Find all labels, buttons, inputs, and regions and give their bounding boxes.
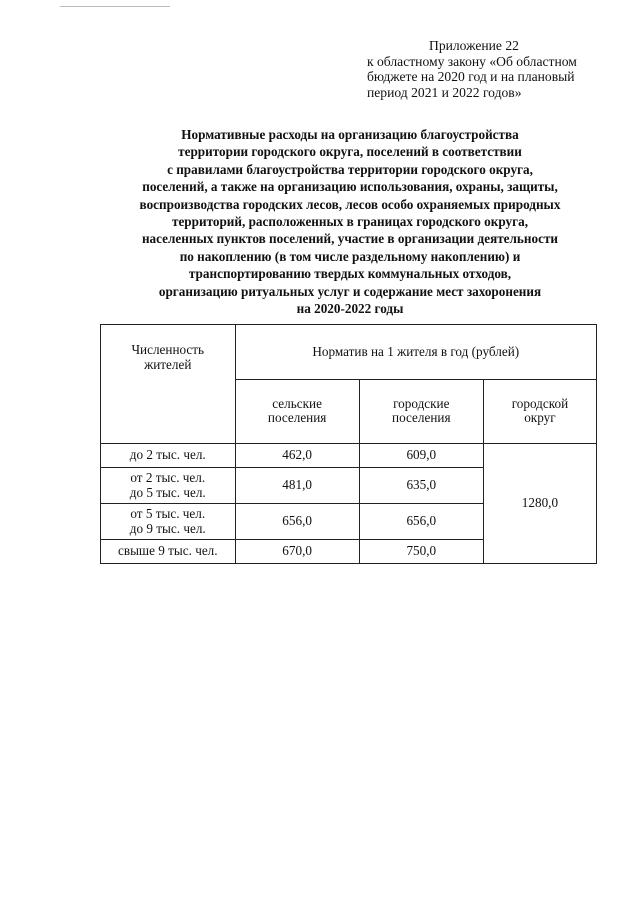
header-urban-line: поселения [392,410,451,426]
rural-cell: 462,0 [235,444,359,468]
appendix-line: период 2021 и 2022 годов» [367,84,522,100]
rural-cell: 656,0 [235,504,359,540]
appendix-header [367,38,607,100]
urban-cell: 635,0 [359,468,483,504]
title-line: Нормативные расходы на организацию благоустройства [181,127,519,142]
header-population [101,325,236,444]
title-line: населенных пунктов поселений, участие в организации деятельности [141,231,559,247]
table-row [101,444,597,468]
population-cell: свыше 9 тыс. чел. [101,540,236,564]
title-line: территорий, расположенных в границах городского округа, [171,214,529,230]
population-line: до 5 тыс. чел. [129,484,206,500]
header-urban-line: городские [393,395,450,411]
header-urban [359,379,483,443]
population-line: от 2 тыс. чел. [130,470,206,485]
title-line: с правилами благоустройства территории городского округа, [167,161,533,177]
header-norm: Норматив на 1 жителя в год (рублей) [235,325,596,380]
header-district [483,379,596,443]
population-cell [101,504,236,540]
header-population-line: Численность [131,342,205,357]
population-line: до 9 тыс. чел. [129,520,206,536]
urban-cell: 656,0 [359,504,483,540]
rural-cell: 670,0 [235,540,359,564]
appendix-line: к областному закону «Об областном [367,53,577,69]
district-cell: 1280,0 [483,444,596,564]
population-cell [101,468,236,504]
document-title [60,126,640,317]
header-population-line: жителей [144,356,192,372]
title-line: воспроизводства городских лесов, лесов особо охраняемых природных [139,196,561,212]
header-rural [235,379,359,443]
population-line: от 5 тыс. чел. [130,506,206,521]
title-line: территории городского округа, поселений в соответствии [178,144,522,160]
title-line: по накоплению (в том числе раздельному накоплению) и [179,248,521,264]
rural-cell: 481,0 [235,468,359,504]
appendix-line: Приложение 22 [429,38,519,53]
header-rural-line: сельские [272,395,322,411]
title-line: организацию ритуальных услуг и содержание мест захоронения [158,283,542,299]
title-line: на 2020-2022 годы [296,301,404,317]
scan-artifact-line [60,6,170,7]
urban-cell: 609,0 [359,444,483,468]
urban-cell: 750,0 [359,540,483,564]
header-district-line: округ [524,410,556,426]
header-rural-line: поселения [267,410,327,426]
title-line: поселений, а также на организацию использования, охраны, защиты, [142,179,558,195]
appendix-line: бюджете на 2020 год и на плановый [367,69,575,84]
population-cell: до 2 тыс. чел. [101,444,236,468]
norms-table [100,324,597,564]
title-line: транспортированию твердых коммунальных отходов, [188,266,512,282]
header-district-line: городской [511,395,569,411]
